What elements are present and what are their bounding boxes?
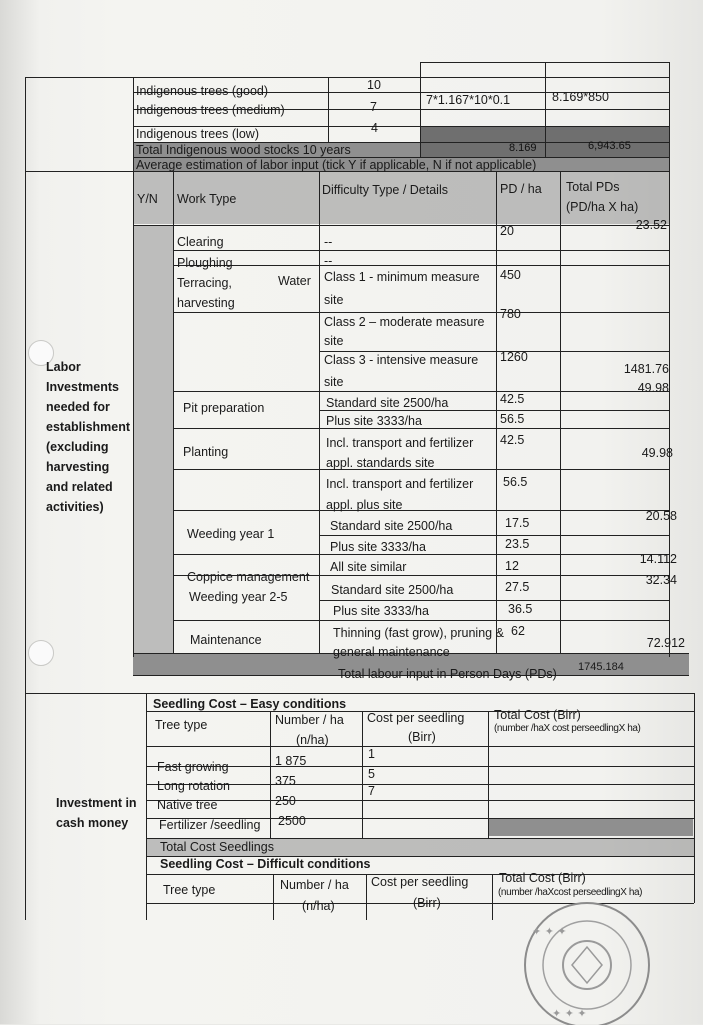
- labor-section-label: [46, 357, 130, 517]
- work-type: Coppice management: [187, 570, 310, 584]
- pd-value: 780: [500, 307, 521, 321]
- col-total-pds-formula: (PD/ha X ha): [566, 200, 639, 214]
- col-number: Number / ha: [275, 713, 344, 727]
- difficulty-detail: Class 1 - minimum measure: [324, 270, 480, 284]
- total-pd-value: 23.52: [635, 218, 667, 232]
- pd-value: 56.5: [503, 475, 528, 489]
- work-type: Pit preparation: [183, 401, 265, 415]
- col-total-cost: Total Cost (Birr): [494, 708, 581, 722]
- labor-total-label: Total labour input in Person Days (PDs): [338, 667, 557, 681]
- difficulty-detail: Class 3 - intensive measure: [324, 353, 479, 367]
- wood-total-label: Total Indigenous wood stocks 10 years: [136, 143, 351, 157]
- pd-value: 42.5: [500, 433, 525, 447]
- difficulty-detail: --: [324, 254, 333, 268]
- col-tree-type: Tree type: [155, 718, 208, 732]
- tree-cost: 1: [368, 747, 375, 761]
- col-total-cost-formula: (number /haXcost perseedlingX ha): [498, 887, 643, 898]
- difficulty-detail: Standard site 2500/ha: [326, 396, 449, 410]
- difficulty-detail: appl. plus site: [326, 498, 403, 512]
- svg-text:✦ ✦ ✦: ✦ ✦ ✦: [532, 925, 567, 938]
- cash-total-shade: [488, 818, 693, 836]
- pd-value: 23.5: [505, 537, 530, 551]
- wood-row-label: Indigenous trees (medium): [136, 103, 285, 117]
- total-pd-value: 14.112: [639, 552, 677, 566]
- pd-value: 27.5: [505, 580, 530, 594]
- total-pd-value: 1481.76: [623, 362, 669, 376]
- pd-value: 36.5: [508, 602, 533, 616]
- col-total-cost: Total Cost (Birr): [499, 871, 586, 885]
- label-line: and related: [46, 480, 113, 494]
- work-type: Weeding year 1: [187, 527, 275, 541]
- cash-section-label: [56, 793, 137, 833]
- work-type: harvesting: [177, 296, 235, 310]
- wood-calc-1: 7*1.167*10*0.1: [426, 93, 511, 107]
- work-type: Ploughing: [177, 256, 233, 270]
- col-total-cost-formula: (number /haX cost perseedlingX ha): [494, 723, 641, 734]
- work-type: Clearing: [177, 235, 224, 249]
- wood-row-label: Indigenous trees (low): [136, 127, 259, 141]
- difficulty-detail: Standard site 2500/ha: [330, 519, 453, 533]
- difficult-title: Seedling Cost – Difficult conditions: [160, 857, 371, 871]
- difficulty-detail: appl. standards site: [326, 456, 435, 470]
- difficulty-detail: site: [324, 293, 344, 307]
- col-difficulty: Difficulty Type / Details: [322, 183, 448, 197]
- cash-total-label: Total Cost Seedlings: [160, 840, 274, 854]
- wood-total-a: 8.169: [509, 142, 537, 154]
- punch-hole: [28, 640, 54, 666]
- difficulty-detail: All site similar: [330, 560, 407, 574]
- work-type: Water: [278, 274, 311, 288]
- col-cost-unit: (Birr): [413, 896, 441, 910]
- col-pd-ha: PD / ha: [500, 182, 542, 196]
- label-line: Labor: [46, 360, 81, 374]
- pd-value: 12: [505, 559, 519, 573]
- label-line: Investments: [46, 380, 119, 394]
- yn-column-shade: [133, 225, 173, 653]
- col-yn: Y/N: [137, 192, 158, 206]
- label-line: Investment in: [56, 796, 137, 810]
- tree-cost: 7: [368, 784, 375, 798]
- pd-value: 20: [500, 224, 514, 238]
- col-work-type: Work Type: [177, 192, 237, 206]
- difficulty-detail: Standard site 2500/ha: [331, 583, 454, 597]
- difficulty-detail: Plus site 3333/ha: [326, 414, 422, 428]
- svg-text:✦ ✦ ✦: ✦ ✦ ✦: [552, 1007, 587, 1020]
- col-cost: Cost per seedling: [367, 711, 465, 725]
- pd-value: 56.5: [500, 412, 525, 426]
- col-cost-unit: (Birr): [408, 730, 436, 744]
- tree-number: 2500: [278, 814, 306, 828]
- labor-total-value: 1745.184: [578, 661, 624, 673]
- official-stamp-icon: [512, 895, 662, 1025]
- tree-number: 1 875: [275, 754, 307, 768]
- tree-number: 250: [275, 794, 296, 808]
- difficulty-detail: Plus site 3333/ha: [333, 604, 429, 618]
- label-line: activities): [46, 500, 104, 514]
- total-pd-value: 32.34: [645, 573, 677, 587]
- wood-row-value: 4: [371, 121, 378, 135]
- work-type: Maintenance: [190, 633, 262, 647]
- total-pd-value: 49.98: [641, 446, 673, 460]
- difficulty-detail: --: [324, 235, 333, 249]
- label-line: establishment: [46, 420, 131, 434]
- easy-title: Seedling Cost – Easy conditions: [153, 697, 347, 711]
- total-pd-value: 20.58: [645, 509, 677, 523]
- tree-type: Fertilizer /seedling: [159, 818, 261, 832]
- pd-value: 450: [500, 268, 521, 282]
- pd-value: 42.5: [500, 392, 525, 406]
- col-total-pds: Total PDs: [566, 180, 620, 194]
- difficulty-detail: Incl. transport and fertilizer: [326, 477, 474, 491]
- wood-calc-2: 8.169*850: [552, 90, 610, 104]
- label-line: cash money: [56, 816, 129, 830]
- work-type: Weeding year 2-5: [189, 590, 288, 604]
- tree-cost: 5: [368, 767, 375, 781]
- difficulty-detail: Incl. transport and fertilizer: [326, 436, 474, 450]
- difficulty-detail: Thinning (fast grow), pruning &: [333, 626, 504, 640]
- col-tree-type: Tree type: [163, 883, 216, 897]
- label-line: needed for: [46, 400, 110, 414]
- difficulty-detail: Class 2 – moderate measure: [324, 315, 485, 329]
- total-pd-value: 49.98: [637, 381, 669, 395]
- total-pd-value: 72.912: [646, 636, 685, 650]
- col-number-unit: (n/ha): [302, 899, 335, 913]
- difficulty-detail: site: [324, 334, 344, 348]
- label-line: (excluding: [46, 440, 109, 454]
- pd-value: 17.5: [505, 516, 530, 530]
- pd-value: 62: [511, 624, 525, 638]
- label-line: harvesting: [46, 460, 110, 474]
- difficulty-detail: Plus site 3333/ha: [330, 540, 426, 554]
- work-type: Planting: [183, 445, 229, 459]
- col-number-unit: (n/ha): [296, 733, 329, 747]
- difficulty-detail: site: [324, 375, 344, 389]
- col-cost: Cost per seedling: [371, 875, 469, 889]
- tree-number: 375: [275, 774, 296, 788]
- labor-header: Average estimation of labor input (tick Y if applicable, N if not applicable): [136, 158, 537, 172]
- tree-type: Fast growing: [157, 760, 229, 774]
- tree-type: Long rotation: [157, 779, 230, 793]
- wood-row-label: Indigenous trees (good): [136, 84, 269, 98]
- col-number: Number / ha: [280, 878, 349, 892]
- wood-row-value: 10: [367, 78, 381, 92]
- pd-value: 1260: [500, 350, 528, 364]
- wood-row-value: 7: [370, 100, 377, 114]
- difficulty-detail: general maintenance: [333, 645, 450, 659]
- tree-type: Native tree: [157, 798, 218, 812]
- work-type: Terracing,: [177, 276, 232, 290]
- wood-total-b: 6,943.65: [588, 140, 631, 152]
